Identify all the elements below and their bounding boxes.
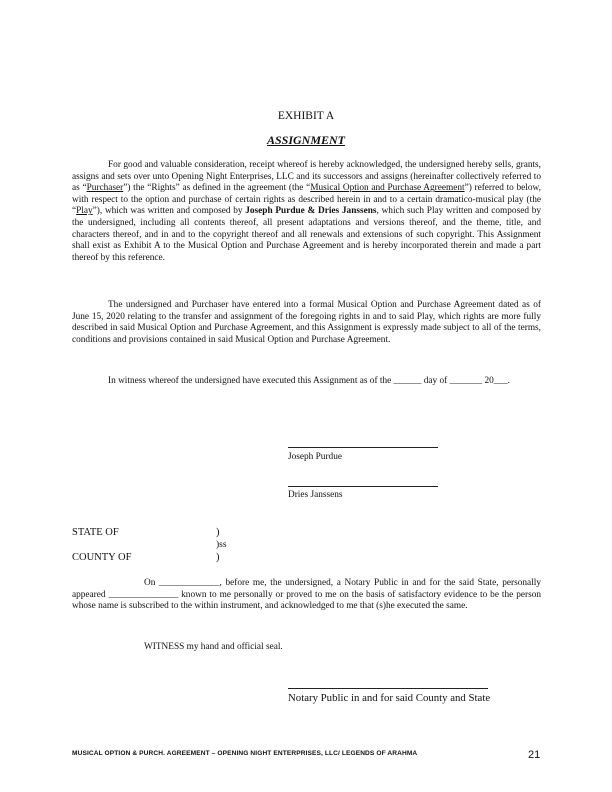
witness-whereof-paragraph: In witness whereof the undersigned have executed this Assignment as of the ______ day of _______ 20___. [108, 376, 511, 386]
notary-label: Notary Public in and for said County and State [288, 692, 491, 704]
exhibit-heading: EXHIBIT A [277, 110, 335, 122]
signature-line-1 [288, 447, 438, 448]
purchaser-term: Purchaser [86, 183, 124, 194]
agreement-term: Musical Option and Purchase Agreement [310, 183, 465, 194]
play-term: Play [76, 206, 93, 217]
page-footer: MUSICAL OPTION & PURCH. AGREEMENT – OPENING NIGHT ENTERPRISES, LLC/ LEGENDS OF ARAHMA [72, 750, 418, 757]
signatory-name-1: Joseph Purdue [288, 452, 342, 462]
document-title: ASSIGNMENT [266, 133, 346, 147]
para1-text-4: ”), which was written and composed by [92, 206, 246, 217]
para1-text-2: ”) the “Rights” as defined in the agreement (the “ [123, 183, 311, 194]
state-of-label: STATE OF [72, 527, 119, 538]
county-of-label: COUNTY OF [72, 552, 132, 563]
authors-names: Joseph Purdue & Dries Janssens [245, 206, 377, 217]
venue-paren-close: ) [216, 552, 220, 563]
para1-text-5: , which such Play written and composed by the undersigned, including all contents thereof, all present adaptations and versions thereof, and the theme, title, and characters thereof, and in and to the copyright thereof and all renewals and extensions of such copyright. This Assignment shall exist as Exhibit A to the Musical Option and Purchase Agreement and is hereby incorporated therein and made a part thereof by this reference. [72, 206, 541, 263]
venue-paren-open: ) [216, 527, 220, 538]
notary-acknowledgment-paragraph: On _____________, before me, the undersigned, a Notary Public in and for the said State, personally appeared _______________ known to me personally or proved to me on the basis of satisfactory evidence to be the person whose name is subscribed to the within instrument, and acknowledged to me that (s)he executed the same. [72, 578, 541, 612]
agreement-reference-paragraph: The undersigned and Purchaser have entered into a formal Musical Option and Purchase Agreement dated as of June 15, 2020 relating to the transfer and assignment of the foregoing rights in and to said Play, which rights are more fully described in said Musical Option and Purchase Agreement, and this Assignment is expressly made subject to all of the terms, conditions and provisions contained in said Musical Option and Purchase Agreement. [72, 300, 541, 345]
para1-text-1: For good and valuable consideration, receipt whereof is hereby acknowledged, the undersigned hereby sells, grants, assigns and sets over unto Opening Night Enterprises, LLC and its successors and assigns (hereinafter collectively referred to as “ [72, 160, 541, 194]
signature-line-2 [288, 486, 438, 487]
page-number: 21 [528, 749, 541, 761]
notary-signature-line [288, 688, 488, 689]
para1-text-3: ”) referred to below, with respect to the option and purchase of certain rights as described herein in and to a certain dramatico-musical play (the “ [72, 183, 541, 217]
signatory-name-2: Dries Janssens [288, 490, 343, 500]
assignment-paragraph [72, 160, 541, 264]
venue-ss: )ss [216, 540, 227, 550]
witness-seal-line: WITNESS my hand and official seal. [144, 642, 283, 652]
